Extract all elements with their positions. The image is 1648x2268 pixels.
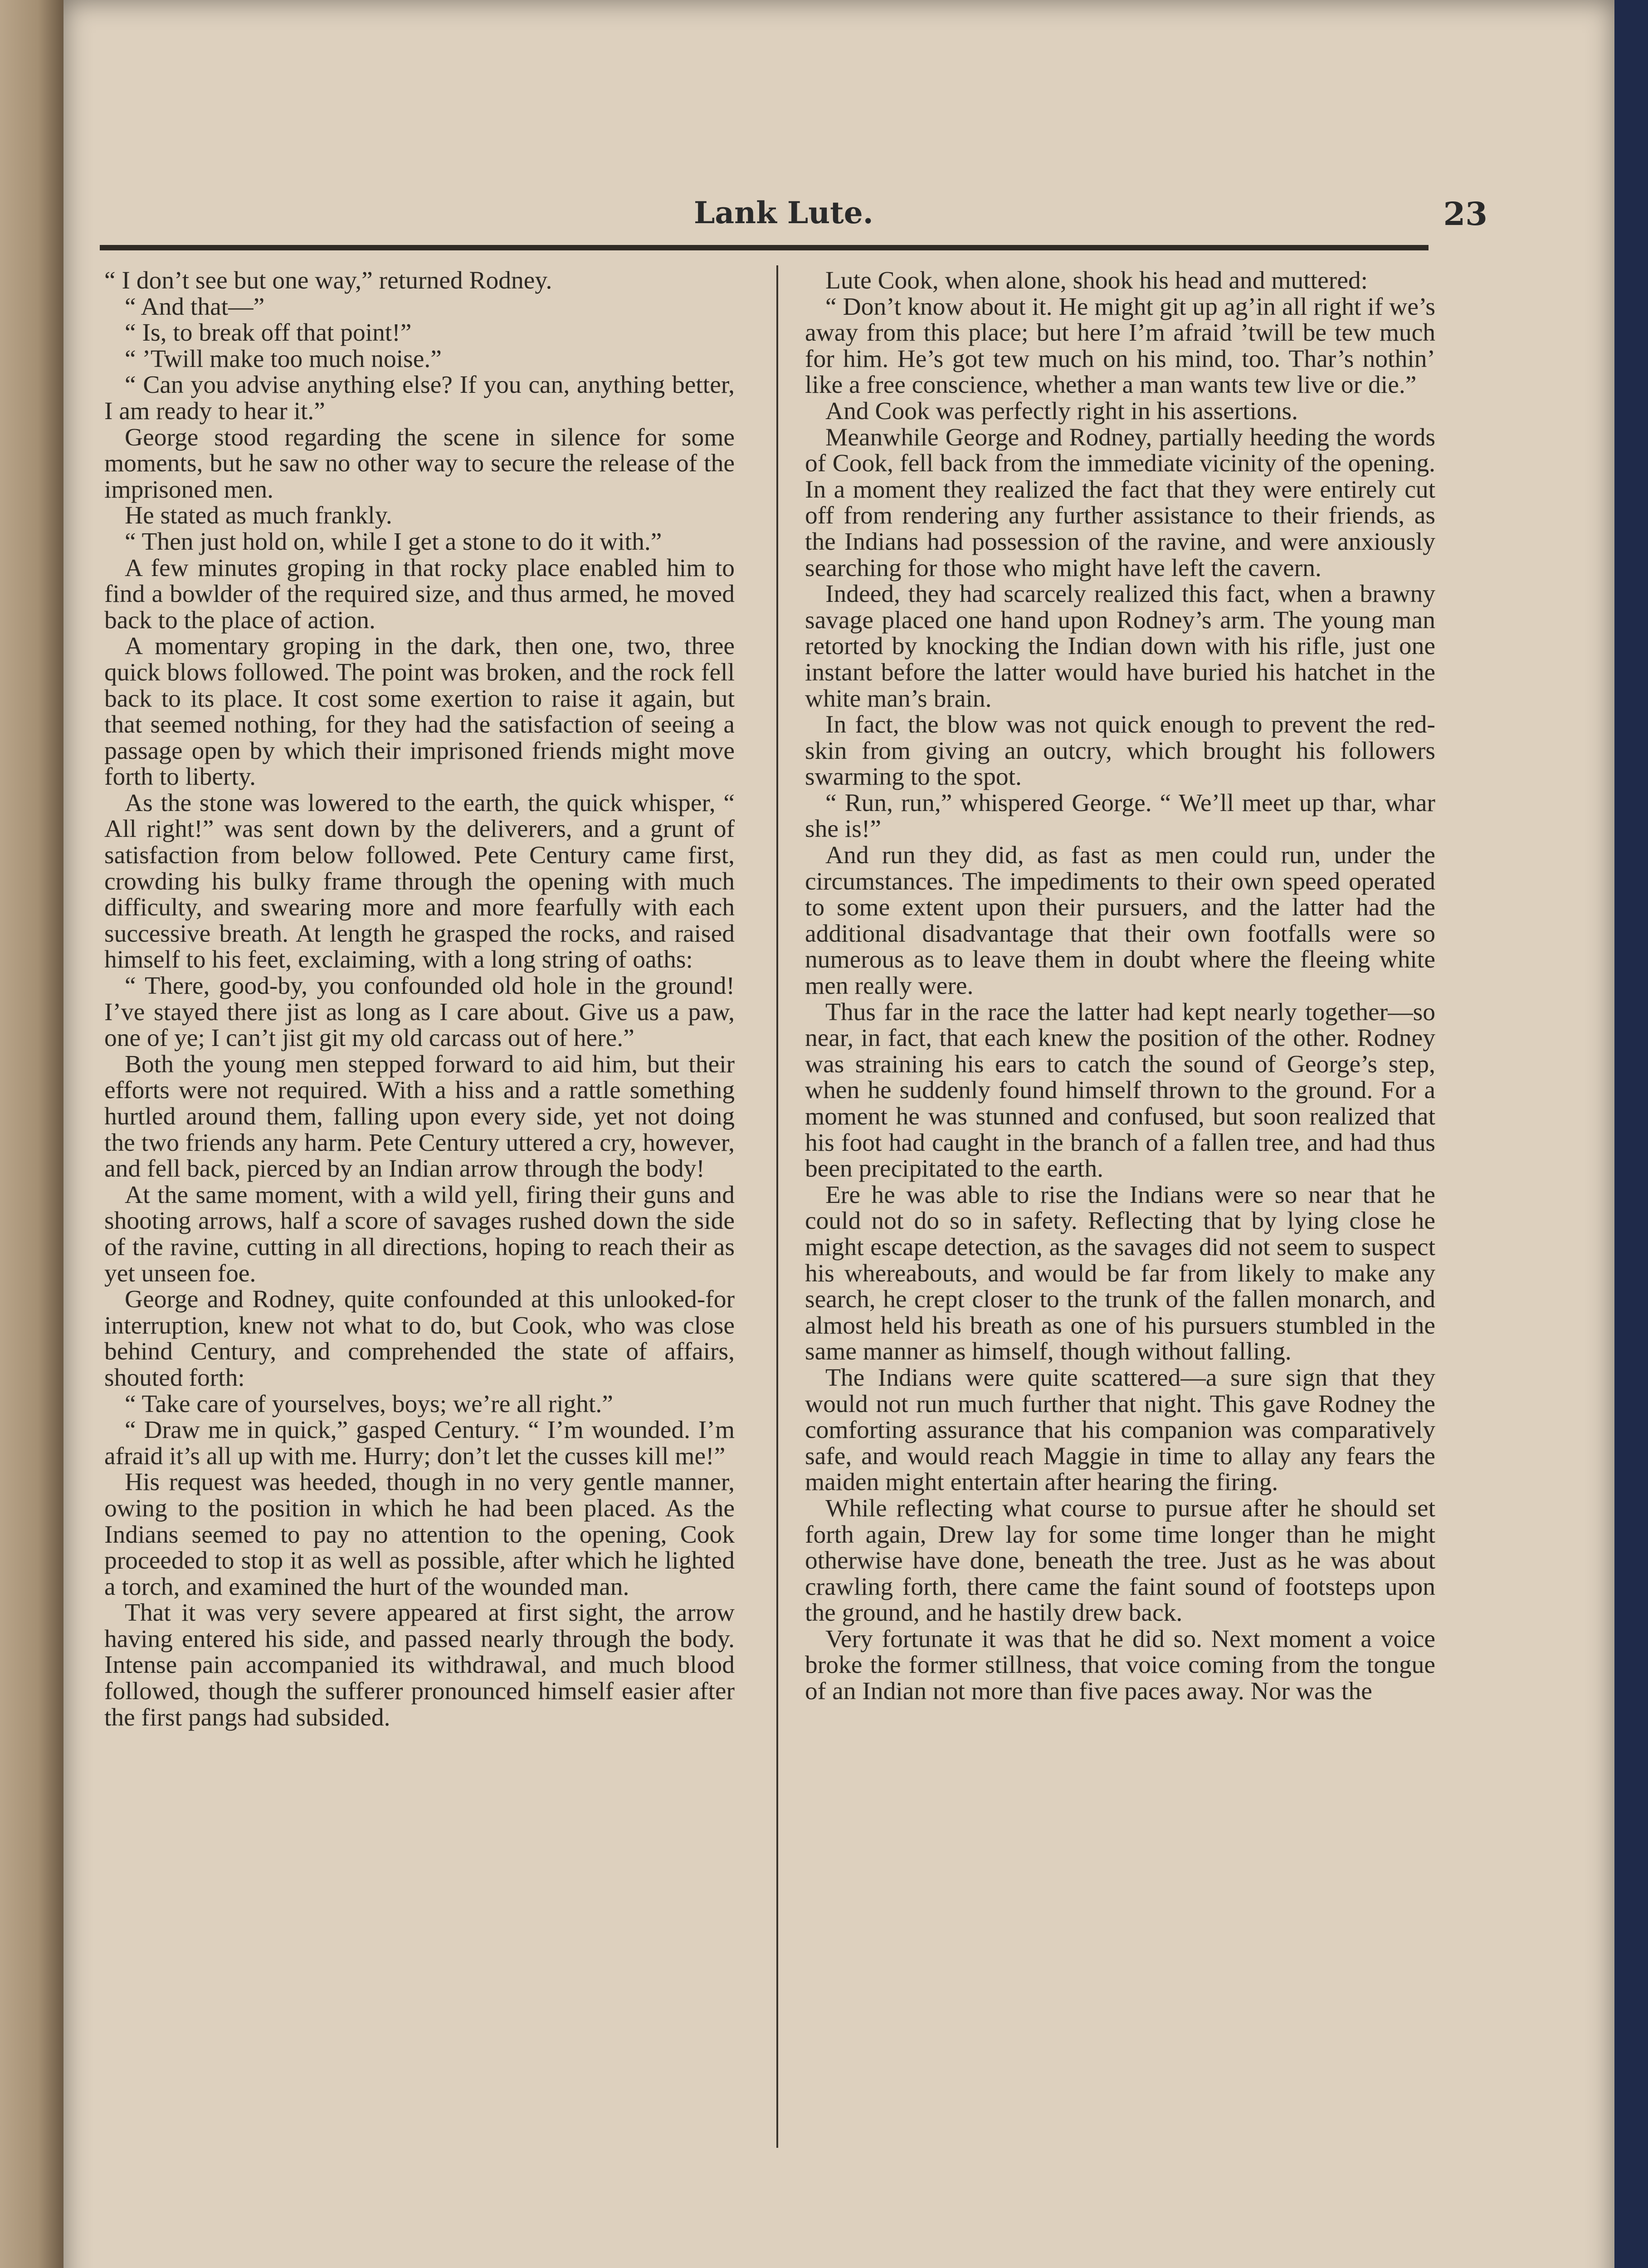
right-column — [805, 268, 1435, 1705]
paragraph: “ I don’t see but one way,” returned Rodney. — [104, 267, 552, 294]
paragraph: That it was very severe appeared at first sight, the arrow having entered his side, and passed nearly through the body. Intense pain accompanied its withdrawal, and much blood followed, though the sufferer pronounced himself easier after the first pangs had subsided. — [104, 1599, 735, 1731]
paragraph: “ And that—” — [125, 293, 265, 321]
paragraph: A few minutes groping in that rocky place enabled him to find a bowlder of the required size, and thus armed, he moved back to the place of action. — [104, 554, 735, 634]
paragraph: As the stone was lowered to the earth, the quick whisper, “ All right!” was sent down by the deliverers, and a grunt of satisfaction from below followed. Pete Century came first, crowding his bulky frame through the opening with much difficulty, and swearing more and more fearfully with each successive breath. At length he grasped the rocks, and raised himself to his feet, exclaiming, with a long string of oaths: — [104, 789, 735, 974]
page-number: 23 — [1443, 195, 1487, 233]
header-rule — [100, 245, 1429, 250]
column-divider — [776, 265, 778, 2148]
paragraph: George and Rodney, quite confounded at this unlooked-for interruption, knew not what to do, but Cook, who was close behind Century, and comprehended the state of affairs, shouted forth: — [104, 1286, 735, 1392]
page-title: Lank Lute. — [694, 195, 873, 230]
paragraph: “ Draw me in quick,” gasped Century. “ I’m wounded. I’m afraid it’s all up with me. Hurry; don’t let the cusses kill me!” — [104, 1416, 735, 1470]
paragraph: And Cook was perfectly right in his assertions. — [825, 397, 1298, 425]
paragraph: At the same moment, with a wild yell, firing their guns and shooting arrows, half a score of savages rushed down the side of the ravine, cutting in all directions, hoping to reach their as yet unseen foe. — [104, 1181, 735, 1287]
paragraph: Both the young men stepped forward to aid him, but their efforts were not required. With a hiss and a rattle something hurtled around them, falling upon every side, yet not doing the two friends any harm. Pete Century uttered a cry, however, and fell back, pierced by an Indian arrow through the body! — [104, 1050, 735, 1183]
running-header — [172, 186, 1487, 240]
paragraph: “ Is, to break off that point!” — [125, 319, 412, 347]
paragraph: “ Can you advise anything else? If you can, anything better, I am ready to hear it.” — [104, 371, 735, 425]
paragraph: George stood regarding the scene in silence for some moments, but he saw no other way to secure the release of the imprisoned men. — [104, 423, 735, 503]
left-column — [104, 268, 735, 1730]
paragraph: The Indians were quite scattered—a sure sign that they would not run much further that night. This gave Rodney the comforting assurance that his companion was comparatively safe, and would reach Maggie in time to allay any fears the maiden might entertain after hearing the firing. — [805, 1364, 1435, 1496]
paragraph: “ ’Twill make too much noise.” — [125, 345, 442, 373]
paragraph: A momentary groping in the dark, then one, two, three quick blows followed. The point was broken, and the rock fell back to its place. It cost some exertion to raise it again, but that seemed nothing, for they had the satisfaction of seeing a passage open by which their imprisoned friends might move forth to liberty. — [104, 632, 735, 791]
paragraph: “ There, good-by, you confounded old hole in the ground! I’ve stayed there jist as long as I care about. Give us a paw, one of ye; I can’t jist git my old carcass out of here.” — [104, 972, 735, 1052]
paragraph: Indeed, they had scarcely realized this fact, when a brawny savage placed one hand upon Rodney’s arm. The young man retorted by knocking the Indian down with his rifle, just one instant before the latter would have buried his hatchet in the white man’s brain. — [805, 580, 1435, 713]
binding-edge — [0, 0, 63, 2268]
paragraph: He stated as much frankly. — [125, 502, 392, 530]
paragraph: Very fortunate it was that he did so. Next moment a voice broke the former stillness, that voice coming from the tongue of an Indian not more than five paces away. Nor was the — [805, 1625, 1435, 1706]
paragraph: “ Don’t know about it. He might git up ag’in all right if we’s away from this place; but here I’m afraid ’twill be tew much for him. He’s got tew much on his mind, too. Thar’s nothin’ like a free conscience, whether a man wants tew live or die.” — [805, 293, 1435, 399]
paragraph: Thus far in the race the latter had kept nearly together—so near, in fact, that each knew the position of the other. Rodney was straining his ears to catch the sound of George’s step, when he suddenly found himself thrown to the ground. For a moment he was stunned and confused, but soon realized that his foot had caught in the branch of a fallen tree, and had thus been precipitated to the earth. — [805, 998, 1435, 1183]
paragraph: “ Then just hold on, while I get a stone to do it with.” — [125, 528, 662, 556]
paragraph: Meanwhile George and Rodney, partially heeding the words of Cook, fell back from the immediate vicinity of the opening. In a moment they realized the fact that they were entirely cut off from rendering any further assistance to their friends, as the Indians had possession of the ravine, and were anxiously searching for those who might have left the cavern. — [805, 423, 1435, 582]
paragraph: Ere he was able to rise the Indians were so near that he could not do so in safety. Reflecting that by lying close he might escape detection, as the savages did not seem to suspect his whereabouts, and would be far from likely to make any search, he crept closer to the trunk of the fallen monarch, and almost held his breath as one of his pursuers stumbled in the same manner as himself, though without falling. — [805, 1181, 1435, 1366]
paragraph: In fact, the blow was not quick enough to prevent the red-skin from giving an outcry, which brought his followers swarming to the spot. — [805, 711, 1435, 791]
paragraph: His request was heeded, though in no very gentle manner, owing to the position in which he had been placed. As the Indians seemed to pay no attention to the opening, Cook proceeded to stop it as well as possible, after which he lighted a torch, and examined the hurt of the wounded man. — [104, 1468, 735, 1601]
paragraph: “ Run, run,” whispered George. “ We’ll meet up thar, whar she is!” — [805, 789, 1435, 843]
paragraph: While reflecting what course to pursue after he should set forth again, Drew lay for some time longer than he might otherwise have done, beneath the tree. Just as he was about crawling forth, there came the faint sound of footsteps upon the ground, and he hastily drew back. — [805, 1494, 1435, 1627]
paragraph: Lute Cook, when alone, shook his head and muttered: — [825, 267, 1368, 294]
paragraph: And run they did, as fast as men could run, under the circumstances. The impediments to their own speed operated to some extent upon their pursuers, and the latter had the additional disadvantage that their own footfalls were so numerous as to leave them in doubt where the fleeing white men really were. — [805, 841, 1435, 1000]
paragraph: “ Take care of yourselves, boys; we’re all right.” — [125, 1390, 613, 1418]
